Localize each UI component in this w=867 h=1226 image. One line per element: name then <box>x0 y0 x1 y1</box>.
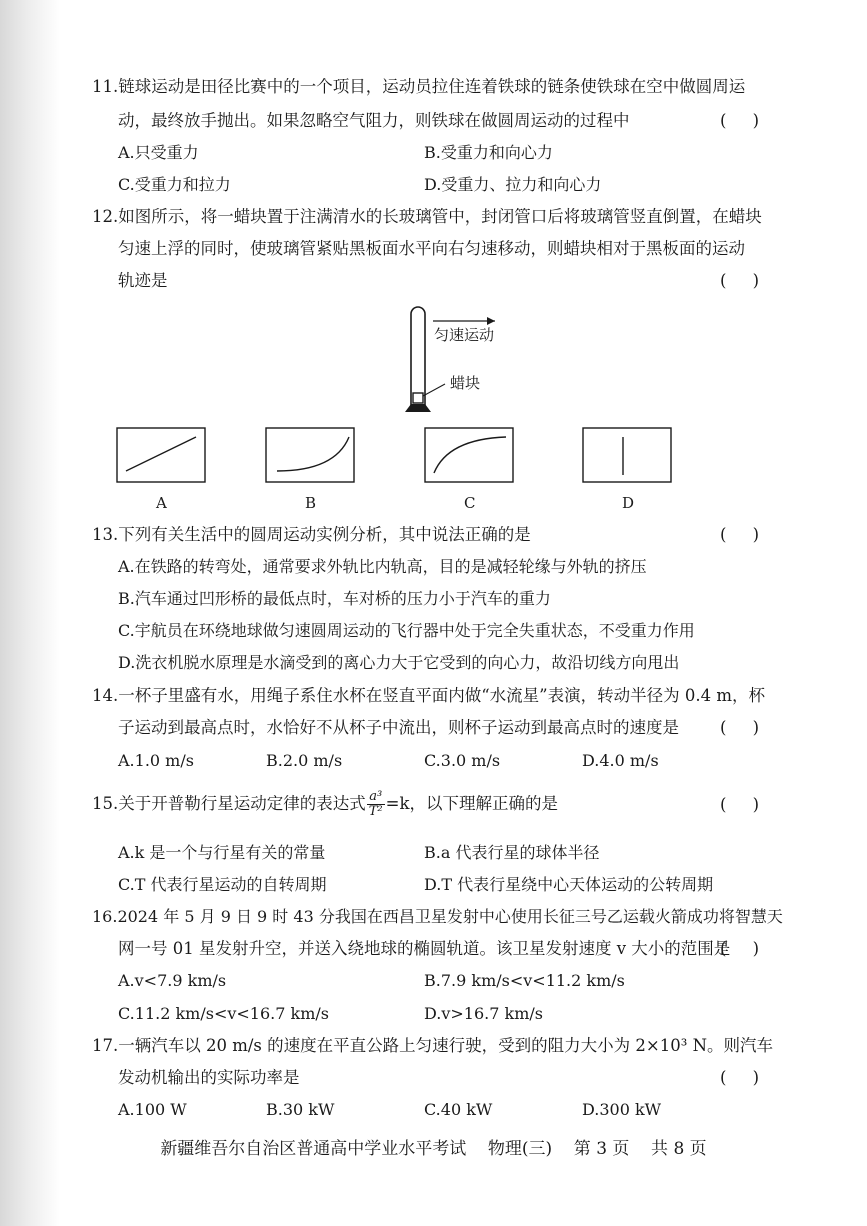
page-edge-shadow <box>0 0 60 1226</box>
wax-block <box>413 393 423 403</box>
q13-stem: 13.下列有关生活中的圆周运动实例分析，其中说法正确的是 <box>92 525 531 544</box>
q16-stem-line2: 网一号 01 星发射升空，并送入绕地球的椭圆轨道。该卫星发射速度 v 大小的范围是 <box>118 939 731 958</box>
q15-answer-blank[interactable]: ( ) <box>720 795 760 814</box>
q14-answer-blank[interactable]: ( ) <box>720 718 760 737</box>
q13-option-d[interactable]: D.洗衣机脱水原理是水滴受到的离心力大于它受到的向心力，故沿切线方向甩出 <box>118 653 680 672</box>
choice-a-graph[interactable] <box>116 427 206 483</box>
kepler-fraction <box>367 790 385 819</box>
choice-c-label: C <box>464 494 476 512</box>
q15-stem-suffix: =k，以下理解正确的是 <box>385 794 558 813</box>
q12-stem-line1: 12.如图所示，将一蜡块置于注满清水的长玻璃管中，封闭管口后将玻璃管竖直倒置，在蜡块 <box>92 207 762 226</box>
block-label: 蜡块 <box>450 374 481 392</box>
q16-option-b[interactable]: B.7.9 km/s<v<11.2 km/s <box>424 971 625 990</box>
q12-answer-blank[interactable]: ( ) <box>720 271 760 290</box>
q11-stem-line1: 11.链球运动是田径比赛中的一个项目，运动员拉住连着铁球的链条使铁球在空中做圆周运 <box>92 77 746 96</box>
q13-option-b[interactable]: B.汽车通过凹形桥的最低点时，车对桥的压力小于汽车的重力 <box>118 589 551 608</box>
choice-b-graph[interactable] <box>265 427 355 483</box>
q17-option-b[interactable]: B.30 kW <box>266 1100 335 1119</box>
concave-down-trajectory <box>434 437 506 473</box>
choice-d-graph[interactable] <box>582 427 672 483</box>
motion-label: 匀速运动 <box>434 326 495 344</box>
q17-stem-line1: 17.一辆汽车以 20 m/s 的速度在平直公路上匀速行驶，受到的阻力大小为 2×10³ N。则汽车 <box>92 1036 774 1055</box>
q12-stem-line3: 轨迹是 <box>118 271 168 290</box>
q14-option-c[interactable]: C.3.0 m/s <box>424 751 501 770</box>
q17-stem-line2: 发动机输出的实际功率是 <box>118 1068 300 1087</box>
q15-option-a[interactable]: A.k 是一个与行星有关的常量 <box>118 843 326 862</box>
q16-option-a[interactable]: A.v<7.9 km/s <box>118 971 227 990</box>
q14-option-a[interactable]: A.1.0 m/s <box>118 751 194 770</box>
straight-line-trajectory <box>126 437 196 471</box>
choice-a-label: A <box>156 494 167 512</box>
choice-b-label: B <box>305 494 317 512</box>
kepler-numerator: a³ <box>367 790 385 805</box>
choice-d-label: D <box>622 494 635 512</box>
q15-stem-prefix: 15.关于开普勒行星运动定律的表达式 <box>92 794 366 813</box>
choice-c-graph[interactable] <box>424 427 514 483</box>
q11-option-b[interactable]: B.受重力和向心力 <box>424 143 553 162</box>
q15-option-b[interactable]: B.a 代表行星的球体半径 <box>424 843 600 862</box>
page-footer: 新疆维吾尔自治区普通高中学业水平考试 物理(三) 第 3 页 共 8 页 <box>160 1139 707 1159</box>
q11-option-c[interactable]: C.受重力和拉力 <box>118 175 231 194</box>
q15-option-d[interactable]: D.T 代表行星绕中心天体运动的公转周期 <box>424 875 714 894</box>
q13-answer-blank[interactable]: ( ) <box>720 525 760 544</box>
q11-option-a[interactable]: A.只受重力 <box>118 143 199 162</box>
q11-stem-line2: 动，最终放手抛出。如果忽略空气阻力，则铁球在做圆周运动的过程中 <box>118 111 630 130</box>
q12-stem-line2: 匀速上浮的同时，使玻璃管紧贴黑板面水平向右匀速移动，则蜡块相对于黑板面的运动 <box>118 239 745 258</box>
q13-option-c[interactable]: C.宇航员在环绕地球做匀速圆周运动的飞行器中处于完全失重状态，不受重力作用 <box>118 621 695 640</box>
glass-tube-figure <box>395 300 505 415</box>
q17-option-d[interactable]: D.300 kW <box>582 1100 662 1119</box>
q14-stem-line1: 14.一杯子里盛有水，用绳子系住水杯在竖直平面内做“水流星”表演，转动半径为 0.4 m，杯 <box>92 686 765 705</box>
q16-answer-blank[interactable]: ( ) <box>720 939 760 958</box>
kepler-denominator: T² <box>368 804 383 819</box>
tube-base <box>405 404 431 412</box>
q17-option-c[interactable]: C.40 kW <box>424 1100 493 1119</box>
q13-option-a[interactable]: A.在铁路的转弯处，通常要求外轨比内轨高，目的是减轻轮缘与外轨的挤压 <box>118 557 647 576</box>
block-pointer-line <box>423 384 445 396</box>
q11-answer-blank[interactable]: ( ) <box>720 111 760 130</box>
concave-up-trajectory <box>277 437 349 471</box>
q15-option-c[interactable]: C.T 代表行星运动的自转周期 <box>118 875 327 894</box>
q16-option-d[interactable]: D.v>16.7 km/s <box>424 1004 543 1023</box>
q16-stem-line1: 16.2024 年 5 月 9 日 9 时 43 分我国在西昌卫星发射中心使用长征三号乙运载火箭成功将智慧天 <box>92 907 783 926</box>
q14-stem-line2: 子运动到最高点时，水恰好不从杯子中流出，则杯子运动到最高点时的速度是 <box>118 718 679 737</box>
q15-stem <box>92 790 558 819</box>
q11-option-d[interactable]: D.受重力、拉力和向心力 <box>424 175 602 194</box>
q14-option-b[interactable]: B.2.0 m/s <box>266 751 343 770</box>
q17-answer-blank[interactable]: ( ) <box>720 1068 760 1087</box>
q17-option-a[interactable]: A.100 W <box>118 1100 187 1119</box>
q16-option-c[interactable]: C.11.2 km/s<v<16.7 km/s <box>118 1004 329 1023</box>
q14-option-d[interactable]: D.4.0 m/s <box>582 751 659 770</box>
